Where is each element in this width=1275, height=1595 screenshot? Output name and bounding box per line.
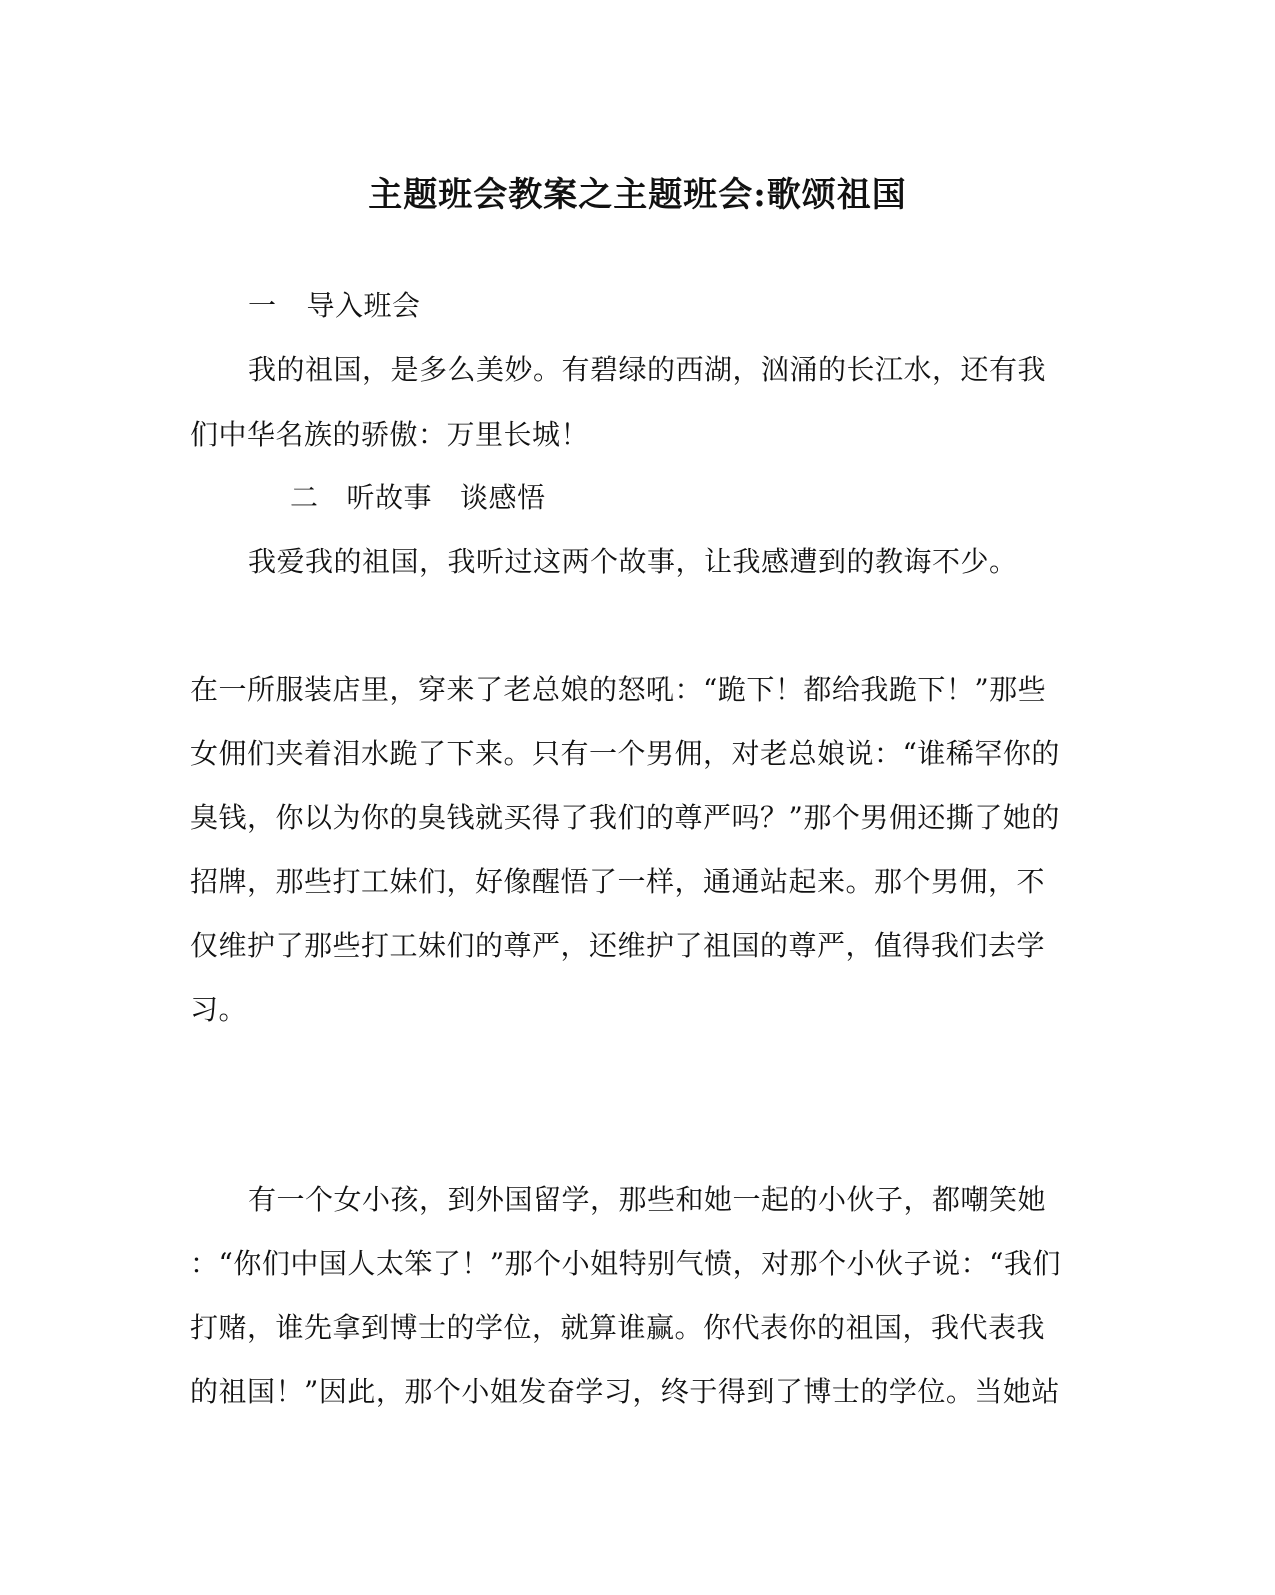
story-line: 臭钱，你以为你的臭钱就买得了我们的尊严吗？”那个男佣还撕了她的 [190,801,1060,834]
section-heading-1 [248,286,421,326]
section-heading-text: 导入班会 [306,289,421,322]
story-line: 仅维护了那些打工妹们的尊严，还维护了祖国的尊严，值得我们去学 [190,929,1046,962]
section-heading-text: 听故事 [346,481,433,514]
story-line: 招牌，那些打工妹们，好像醒悟了一样，通通站起来。那个男佣，不 [190,865,1046,898]
section-heading-2 [290,478,546,518]
paragraph-line: 我的祖国，是多么美妙。有碧绿的西湖，汹涌的长江水，还有我 [248,353,1047,386]
section-number: 一 [248,289,277,322]
story-line: 的祖国！”因此，那个小姐发奋学习，终于得到了博士的学位。当她站 [190,1375,1060,1408]
section-heading-text: 谈感悟 [460,481,546,514]
section-number: 二 [290,481,319,514]
story-line: 有一个女小孩，到外国留学，那些和她一起的小伙子，都嘲笑她 [248,1183,1047,1216]
paragraph-line: 我爱我的祖国，我听过这两个故事，让我感遭到的教诲不少。 [248,545,1018,578]
story-line: 习。 [190,993,248,1026]
story-line: 在一所服装店里，穿来了老总娘的怒吼：“跪下！都给我跪下！”那些 [190,673,1047,706]
story-line: 打赌，谁先拿到博士的学位，就算谁赢。你代表你的祖国，我代表我 [190,1311,1046,1344]
document-title: 主题班会教案之主题班会:歌颂祖国 [368,175,907,215]
story-line: 女佣们夹着泪水跪了下来。只有一个男佣，对老总娘说：“谁稀罕你的 [190,737,1060,770]
paragraph-line: 们中华名族的骄傲：万里长城！ [190,418,590,451]
story-line: ：“你们中国人太笨了！”那个小姐特别气愤，对那个小伙子说：“我们 [190,1247,1061,1280]
